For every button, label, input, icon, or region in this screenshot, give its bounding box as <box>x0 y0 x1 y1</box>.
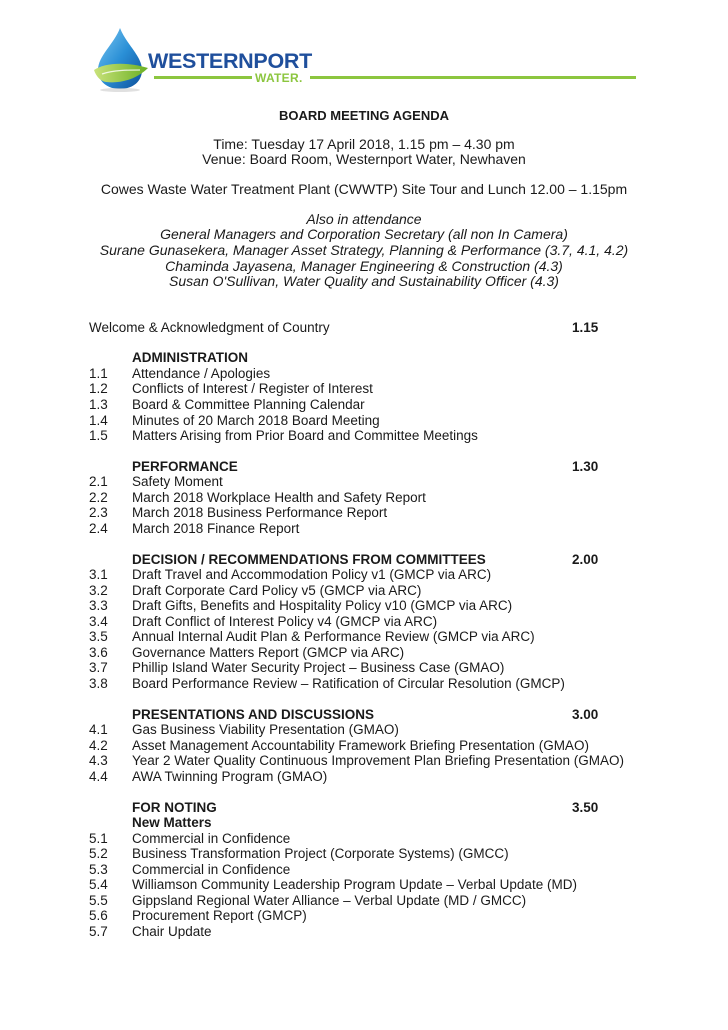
agenda-item <box>0 769 728 784</box>
section-title: PERFORMANCE <box>132 459 238 474</box>
item-number: 5.7 <box>89 924 108 939</box>
agenda-item <box>0 676 728 691</box>
item-number: 1.4 <box>89 413 108 428</box>
item-text: Commercial in Confidence <box>132 831 291 846</box>
item-text: March 2018 Workplace Health and Safety Report <box>132 490 426 505</box>
agenda-item <box>0 614 728 629</box>
item-text: March 2018 Finance Report <box>132 521 300 536</box>
logo-green-rule-right <box>310 76 636 79</box>
item-number: 4.3 <box>89 753 108 768</box>
agenda-item <box>0 505 728 520</box>
section-heading-decisions <box>0 552 728 567</box>
section-heading-performance <box>0 459 728 474</box>
water-drop-leaf-icon <box>92 26 154 92</box>
section-time: 1.30 <box>572 459 599 474</box>
agenda-item <box>0 366 728 381</box>
item-text: Draft Conflict of Interest Policy v4 (GMCP via ARC) <box>132 614 438 629</box>
item-number: 5.5 <box>89 893 108 908</box>
agenda-item <box>0 413 728 428</box>
subsection-title: New Matters <box>132 815 212 830</box>
item-number: 1.3 <box>89 397 108 412</box>
agenda-item <box>0 893 728 908</box>
agenda-item <box>0 660 728 675</box>
item-text: Draft Corporate Card Policy v5 (GMCP via ARC) <box>132 583 422 598</box>
item-text: Annual Internal Audit Plan & Performance Review (GMCP via ARC) <box>132 629 535 644</box>
welcome-time: 1.15 <box>572 320 599 335</box>
item-text: Attendance / Apologies <box>132 366 271 381</box>
item-text: March 2018 Business Performance Report <box>132 505 388 520</box>
page-title: BOARD MEETING AGENDA <box>279 108 449 123</box>
attendance-line: Susan O'Sullivan, Water Quality and Sustainability Officer (4.3) <box>169 273 559 289</box>
agenda-item <box>0 645 728 660</box>
agenda-item <box>0 397 728 412</box>
section-heading-for-noting <box>0 800 728 815</box>
item-number: 3.7 <box>89 660 108 675</box>
item-number: 3.4 <box>89 614 108 629</box>
item-number: 2.2 <box>89 490 108 505</box>
item-number: 5.3 <box>89 862 108 877</box>
section-title: PRESENTATIONS AND DISCUSSIONS <box>132 707 375 722</box>
item-number: 4.1 <box>89 722 108 737</box>
meeting-venue: Venue: Board Room, Westernport Water, Newhaven <box>202 151 526 167</box>
agenda-item <box>0 381 728 396</box>
agenda-item <box>0 924 728 939</box>
attendance-line: Surane Gunasekera, Manager Asset Strategy, Planning & Performance (3.7, 4.1, 4.2) <box>99 242 629 258</box>
logo-wordmark: WESTERNPORT <box>148 49 312 73</box>
item-text: Gippsland Regional Water Alliance – Verbal Update (MD / GMCC) <box>132 893 527 908</box>
agenda-item <box>0 908 728 923</box>
section-title: DECISION / RECOMMENDATIONS FROM COMMITTEES <box>132 552 486 567</box>
item-text: Draft Travel and Accommodation Policy v1 (GMCP via ARC) <box>132 567 492 582</box>
westernport-water-logo <box>92 26 652 90</box>
section-time: 3.00 <box>572 707 599 722</box>
item-number: 2.3 <box>89 505 108 520</box>
attendance-heading: Also in attendance <box>306 211 422 227</box>
item-number: 3.8 <box>89 676 108 691</box>
attendance-line: Chaminda Jayasena, Manager Engineering & Construction (4.3) <box>165 258 563 274</box>
agenda-item <box>0 567 728 582</box>
agenda-item <box>0 877 728 892</box>
section-heading-presentations <box>0 707 728 722</box>
item-text: Commercial in Confidence <box>132 862 291 877</box>
section-time: 2.00 <box>572 552 599 567</box>
agenda-item <box>0 846 728 861</box>
agenda-welcome-row <box>0 320 728 335</box>
agenda-item <box>0 521 728 536</box>
item-text: Phillip Island Water Security Project – Business Case (GMAO) <box>132 660 505 675</box>
item-text: Chair Update <box>132 924 212 939</box>
item-number: 1.2 <box>89 381 108 396</box>
item-text: Business Transformation Project (Corporate Systems) (GMCC) <box>132 846 509 861</box>
item-number: 2.4 <box>89 521 108 536</box>
item-number: 1.5 <box>89 428 108 443</box>
item-number: 3.1 <box>89 567 108 582</box>
agenda-item <box>0 629 728 644</box>
item-text: Gas Business Viability Presentation (GMAO) <box>132 722 399 737</box>
item-text: Board & Committee Planning Calendar <box>132 397 365 412</box>
item-number: 3.6 <box>89 645 108 660</box>
item-number: 3.3 <box>89 598 108 613</box>
agenda-item <box>0 862 728 877</box>
agenda-item <box>0 474 728 489</box>
item-number: 1.1 <box>89 366 108 381</box>
item-number: 2.1 <box>89 474 108 489</box>
item-text: Conflicts of Interest / Register of Interest <box>132 381 373 396</box>
item-number: 5.2 <box>89 846 108 861</box>
item-text: AWA Twinning Program (GMAO) <box>132 769 328 784</box>
item-text: Matters Arising from Prior Board and Committee Meetings <box>132 428 478 443</box>
section-heading-administration <box>0 350 728 365</box>
attendance-line: General Managers and Corporation Secretary (all non In Camera) <box>160 226 568 242</box>
section-title: FOR NOTING <box>132 800 217 815</box>
agenda-item <box>0 583 728 598</box>
agenda-item <box>0 738 728 753</box>
item-number: 5.6 <box>89 908 108 923</box>
agenda-item <box>0 753 728 768</box>
item-number: 4.4 <box>89 769 108 784</box>
item-text: Minutes of 20 March 2018 Board Meeting <box>132 413 380 428</box>
site-tour-note: Cowes Waste Water Treatment Plant (CWWTP) Site Tour and Lunch 12.00 – 1.15pm <box>100 181 628 197</box>
item-text: Draft Gifts, Benefits and Hospitality Policy v10 (GMCP via ARC) <box>132 598 513 613</box>
agenda-item <box>0 490 728 505</box>
item-number: 3.5 <box>89 629 108 644</box>
meeting-time: Time: Tuesday 17 April 2018, 1.15 pm – 4.30 pm <box>213 136 515 152</box>
welcome-label: Welcome & Acknowledgment of Country <box>89 320 330 335</box>
agenda-item <box>0 428 728 443</box>
item-text: Procurement Report (GMCP) <box>132 908 307 923</box>
item-text: Williamson Community Leadership Program Update – Verbal Update (MD) <box>132 877 577 892</box>
agenda-item <box>0 598 728 613</box>
logo-subword: WATER. <box>255 71 303 85</box>
item-number: 5.1 <box>89 831 108 846</box>
item-number: 4.2 <box>89 738 108 753</box>
subsection-heading-new-matters <box>0 815 728 830</box>
section-title: ADMINISTRATION <box>132 350 248 365</box>
item-number: 3.2 <box>89 583 108 598</box>
item-text: Governance Matters Report (GMCP via ARC) <box>132 645 405 660</box>
agenda-item <box>0 831 728 846</box>
agenda-item <box>0 722 728 737</box>
item-text: Year 2 Water Quality Continuous Improvement Plan Briefing Presentation (GMAO) <box>132 753 624 768</box>
logo-green-rule-left <box>154 76 252 79</box>
section-time: 3.50 <box>572 800 599 815</box>
item-text: Safety Moment <box>132 474 223 489</box>
item-text: Board Performance Review – Ratification of Circular Resolution (GMCP) <box>132 676 565 691</box>
item-number: 5.4 <box>89 877 108 892</box>
item-text: Asset Management Accountability Framework Briefing Presentation (GMAO) <box>132 738 589 753</box>
